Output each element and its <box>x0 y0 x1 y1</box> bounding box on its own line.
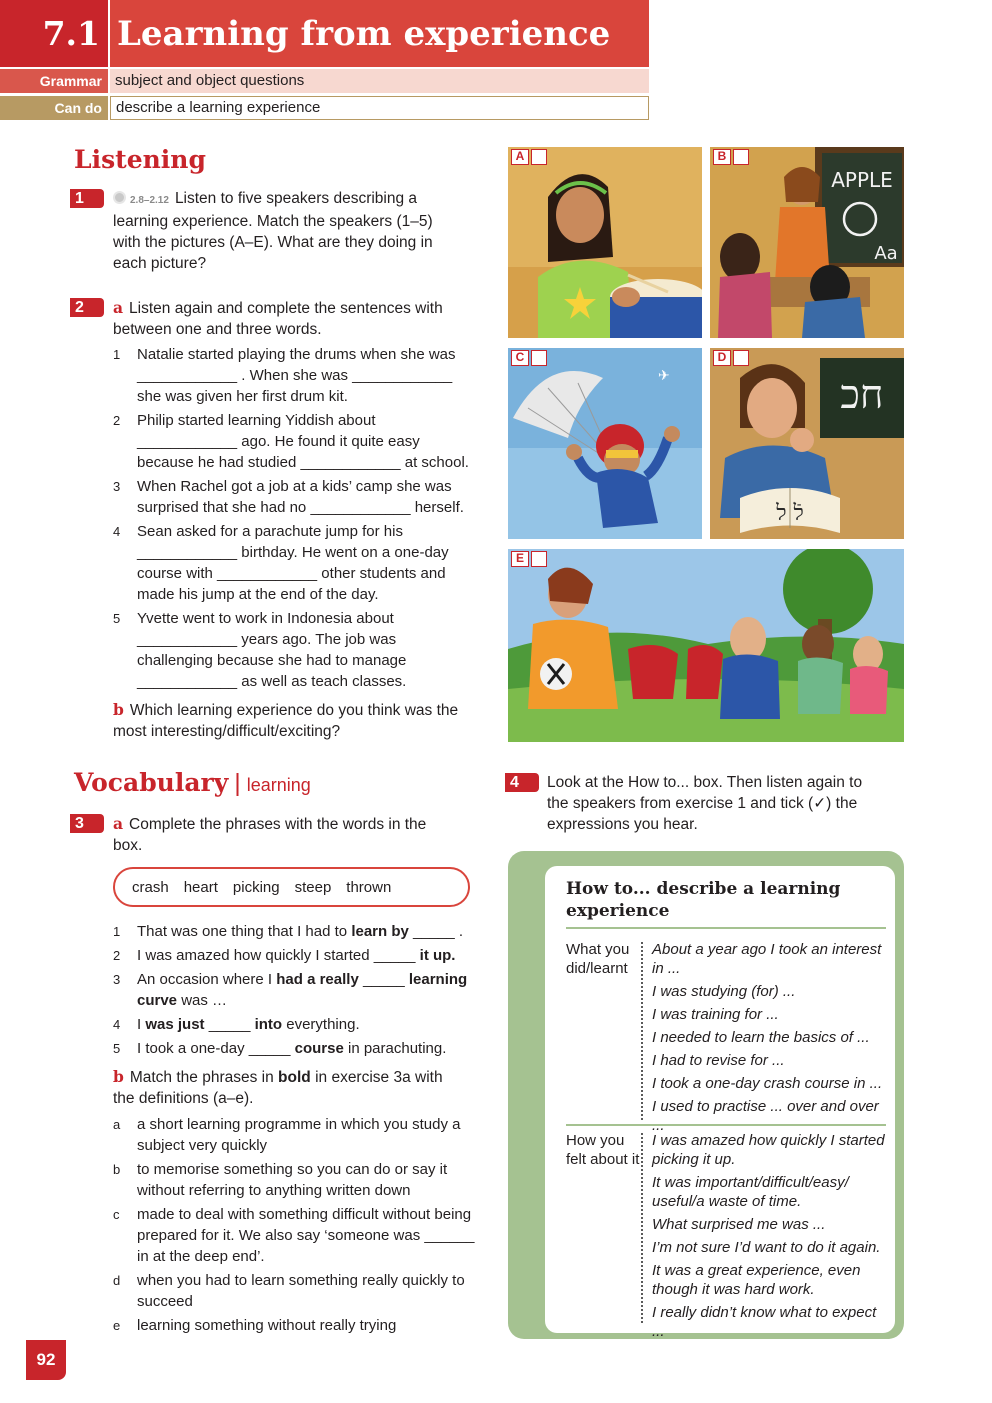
sub-letter-b: b <box>113 1067 124 1086</box>
howto-expression: I was studying (for) ... <box>652 983 796 1000</box>
howto-expression: It was important/difficult/easy/ useful/a waste of time. <box>652 1174 849 1210</box>
sentence-item <box>113 476 475 518</box>
unit-number: 7.1 <box>0 0 108 67</box>
sentence-text: When Rachel got a job at a kids’ camp she was surprised that she had no ____________ herself. <box>137 478 464 516</box>
howto-section2-dots <box>641 1133 643 1323</box>
word-box <box>113 867 470 907</box>
item-letter: a <box>113 1117 121 1132</box>
howto-expression: I was amazed how quickly I started picking it up. <box>652 1132 885 1168</box>
exercise-3a-instruction: Complete the phrases with the words in the box. <box>113 816 427 854</box>
exercise-4-number: 4 <box>505 773 539 792</box>
exercise-2-sentence-list <box>113 344 475 695</box>
item-number: 2 <box>113 948 121 963</box>
sentence-text: Natalie started playing the drums when she was ____________ . When she was ____________ she was given her first drum kit. <box>137 346 456 405</box>
word-box-word: thrown <box>346 878 392 896</box>
phrase-part: I was amazed how quickly I started _____ <box>137 947 420 964</box>
phrase-part: learning curve <box>137 971 468 1009</box>
phrase-part: An occasion where I <box>137 971 277 988</box>
picture-c-letter: C <box>511 350 529 366</box>
exercise-1-number: 1 <box>70 189 104 208</box>
sentence-item <box>113 521 475 605</box>
definition-text: a short learning programme in which you study a subject very quickly <box>137 1116 461 1154</box>
item-number: 5 <box>113 1041 121 1056</box>
item-number: 3 <box>113 479 121 494</box>
howto-expression: I was training for ... <box>652 1006 779 1023</box>
item-letter: d <box>113 1273 121 1288</box>
grammar-text: subject and object questions <box>110 69 649 93</box>
howto-section1-label: What you did/learnt <box>566 941 630 977</box>
picture-d-tick-box[interactable] <box>733 350 749 366</box>
listening-heading: Listening <box>74 145 206 174</box>
phrase-part: had a really <box>276 971 359 988</box>
phrase-item <box>113 1038 473 1059</box>
howto-title: How to... describe a learning experience <box>566 879 841 921</box>
picture-e-tick-box[interactable] <box>531 551 547 567</box>
howto-section2-label: How you felt about it <box>566 1132 640 1168</box>
howto-expression: It was a great experience, even though it was hard work. <box>652 1262 861 1298</box>
howto-divider-middle <box>566 1124 886 1126</box>
sub-letter-b: b <box>113 700 124 719</box>
grammar-row <box>0 69 649 93</box>
phrase-part: _____ <box>358 971 409 988</box>
sub-letter-a: a <box>113 814 124 833</box>
picture-e-kids-camp <box>508 549 904 742</box>
word-box-word: crash <box>132 878 169 896</box>
picture-c-parachutist <box>508 348 702 539</box>
exercise-3b-post: in exercise 3a with the definitions (a–e). <box>113 1069 443 1107</box>
item-number: 1 <box>113 347 121 362</box>
phrase-item <box>113 921 473 942</box>
howto-expression: I really didn’t know what to expect ... <box>652 1304 877 1340</box>
picture-d-student-hebrew <box>710 348 904 539</box>
picture-e-tag <box>511 551 547 567</box>
exercise-2-number: 2 <box>70 298 104 317</box>
phrase-part: into <box>254 1016 283 1033</box>
definition-list <box>113 1114 475 1339</box>
board-word: APPLE <box>831 168 893 192</box>
exercise-3a-phrase-list <box>113 921 473 1062</box>
vocabulary-subheading: learning <box>246 775 311 795</box>
picture-a-tick-box[interactable] <box>531 149 547 165</box>
phrase-part: was just <box>145 1016 205 1033</box>
heading-divider: | <box>234 769 241 797</box>
definition-item <box>113 1315 475 1336</box>
phrase-part: in parachuting. <box>343 1040 447 1057</box>
phrase-item <box>113 969 473 1011</box>
definition-item <box>113 1114 475 1156</box>
howto-expression: I took a one-day crash course in ... <box>652 1075 883 1092</box>
sentence-item <box>113 410 475 473</box>
exercise-4-text: Look at the How to... box. Then listen again to the speakers from exercise 1 and tick (✓) the expressions you hear. <box>547 774 863 833</box>
picture-b-letter: B <box>713 149 731 165</box>
picture-b-classroom <box>710 147 904 338</box>
howto-expression: About a year ago I took an interest in ... <box>652 941 882 977</box>
exercise-3b-bold: bold <box>278 1069 311 1086</box>
phrase-part: it up. <box>419 947 456 964</box>
book-hebrew: לֿ ל <box>776 501 804 526</box>
howto-expression: I’m not sure I’d want to do it again. <box>652 1239 881 1256</box>
howto-section1-dots <box>641 942 643 1120</box>
item-number: 3 <box>113 972 121 987</box>
board-hebrew: חכ <box>840 372 884 418</box>
howto-section2-list <box>652 1131 892 1345</box>
phrase-item <box>113 945 473 966</box>
phrase-item <box>113 1014 473 1035</box>
sentence-text: Philip started learning Yiddish about ____________ ago. He found it quite easy because he had studied ____________ at school. <box>137 412 469 471</box>
definition-text: made to deal with something difficult without being prepared for it. We also say ‘someone was ______ in at the deep end’. <box>137 1206 475 1265</box>
howto-expression: I had to revise for ... <box>652 1052 785 1069</box>
picture-a-letter: A <box>511 149 529 165</box>
board-letters: Aa <box>874 243 898 264</box>
exercise-1-instruction: Listen to five speakers describing a learning experience. Match the speakers (1–5) with the pictures (A–E). What are they doing in each picture? <box>113 190 433 272</box>
picture-d-tag <box>713 350 749 366</box>
word-box-word: heart <box>183 878 218 896</box>
page-title: Learning from experience <box>110 0 649 67</box>
cando-row <box>0 96 649 120</box>
picture-a-tag <box>511 149 547 165</box>
cando-label: Can do <box>0 96 108 120</box>
cando-text: describe a learning experience <box>110 96 649 120</box>
phrase-part: learn by <box>351 923 409 940</box>
definition-item <box>113 1204 475 1267</box>
howto-expression: I used to practise ... over and over <box>652 1098 879 1115</box>
exercise-2b-text <box>113 699 465 742</box>
picture-b-tick-box[interactable] <box>733 149 749 165</box>
definition-text: learning something without really trying <box>137 1317 397 1334</box>
exercise-3a-text <box>113 813 443 856</box>
page-number: 92 <box>26 1340 66 1380</box>
sentence-text: Yvette went to work in Indonesia about ____________ years ago. The job was challenging because she had to manage ____________ as well as teach classes. <box>137 610 407 690</box>
item-letter: e <box>113 1318 121 1333</box>
sentence-item <box>113 608 475 692</box>
exercise-2a-instruction: Listen again and complete the sentences with between one and three words. <box>113 300 443 338</box>
exercise-1-text <box>113 188 458 274</box>
exercise-3b-pre: Match the phrases in <box>129 1069 279 1086</box>
exercise-2a-text <box>113 297 465 340</box>
item-number: 4 <box>113 1017 121 1032</box>
audio-cd-icon[interactable] <box>113 191 126 204</box>
picture-b-tag <box>713 149 749 165</box>
sentence-item <box>113 344 475 407</box>
picture-e-letter: E <box>511 551 529 567</box>
phrase-part: _____ . <box>408 923 464 940</box>
phrase-part: was … <box>177 992 228 1009</box>
exercise-2b-instruction: Which learning experience do you think was the most interesting/difficult/exciting? <box>113 702 459 740</box>
vocabulary-heading <box>74 768 311 798</box>
picture-c-tick-box[interactable] <box>531 350 547 366</box>
picture-a-drummer <box>508 147 702 338</box>
phrase-part: I <box>137 1016 146 1033</box>
howto-expression: I needed to learn the basics of ... <box>652 1029 870 1046</box>
phrase-part: everything. <box>282 1016 360 1033</box>
definition-item <box>113 1159 475 1201</box>
phrase-part: course <box>294 1040 344 1057</box>
phrase-part: That was one thing that I had to <box>137 923 352 940</box>
grammar-label: Grammar <box>0 69 108 93</box>
item-letter: b <box>113 1162 121 1177</box>
howto-expression: What surprised me was ... <box>652 1216 826 1233</box>
sub-letter-a: a <box>113 298 124 317</box>
picture-c-tag <box>511 350 547 366</box>
item-number: 4 <box>113 524 121 539</box>
svg-text:✈: ✈ <box>658 367 670 383</box>
phrase-part: _____ <box>204 1016 255 1033</box>
vocabulary-title: Vocabulary <box>74 768 229 797</box>
item-number: 2 <box>113 413 121 428</box>
sentence-text: Sean asked for a parachute jump for his ____________ birthday. He went on a one-day course with ____________ other students and made his jump at the end of the day. <box>137 523 449 603</box>
item-number: 1 <box>113 924 121 939</box>
phrase-part: I took a one-day _____ <box>137 1040 295 1057</box>
definition-text: to memorise something so you can do or say it without referring to anything written down <box>137 1161 448 1199</box>
howto-divider-top <box>566 927 886 929</box>
track-number: 2.8–2.12 <box>130 195 169 206</box>
item-number: 5 <box>113 611 121 626</box>
item-letter: c <box>113 1207 120 1222</box>
word-box-word: steep <box>294 878 332 896</box>
definition-text: when you had to learn something really quickly to succeed <box>137 1272 465 1310</box>
exercise-3-number: 3 <box>70 814 104 833</box>
exercise-3b-text <box>113 1066 465 1109</box>
picture-d-letter: D <box>713 350 731 366</box>
definition-item <box>113 1270 475 1312</box>
howto-section1-list <box>652 940 892 1139</box>
word-box-word: picking <box>232 878 280 896</box>
